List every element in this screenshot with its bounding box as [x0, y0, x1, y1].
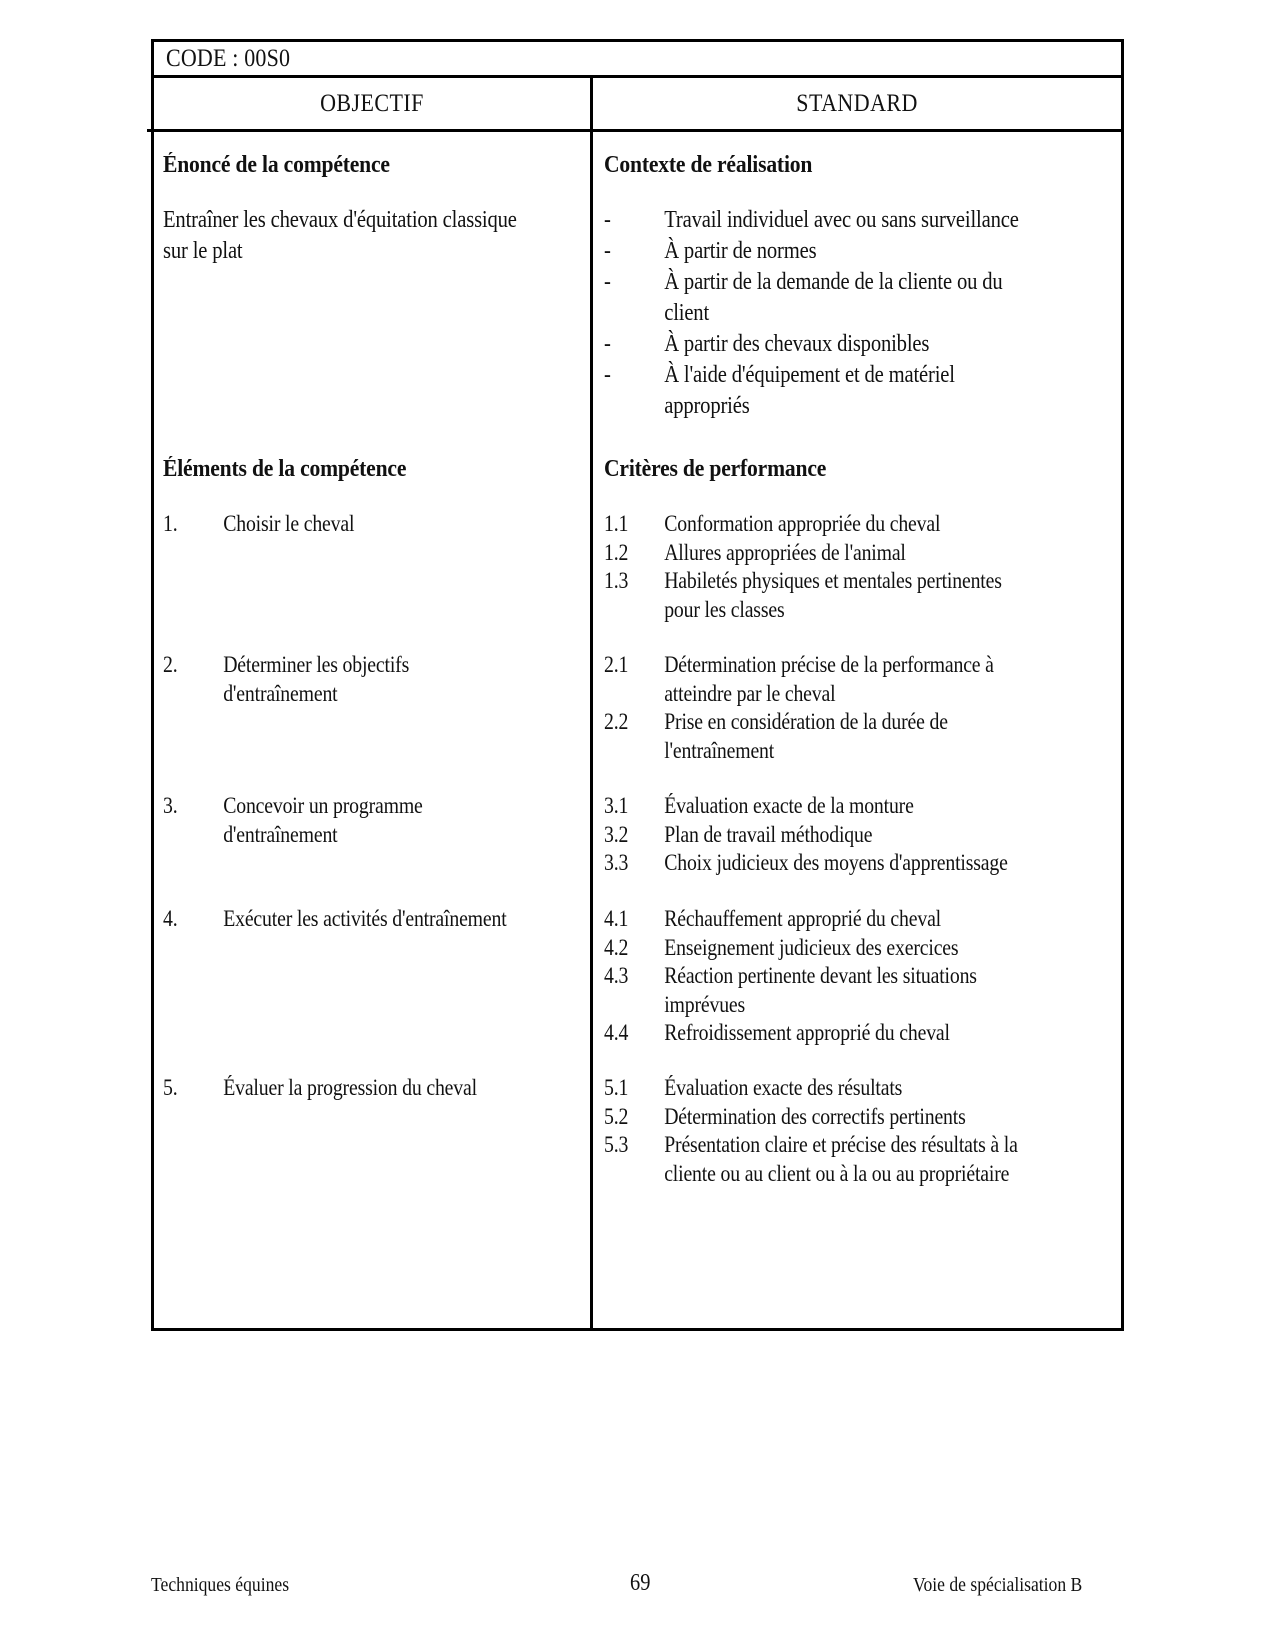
element-item [163, 510, 593, 540]
criterion-number: 4.2 [604, 934, 629, 960]
footer-page-number: 69 [630, 1570, 651, 1596]
criterion-text-continuation: atteindre par le cheval [664, 680, 836, 706]
criterion-text: Habiletés physiques et mentales pertinentes [664, 568, 1002, 593]
context-bullet: - [604, 238, 611, 264]
element-text: Exécuter les activités d'entraînement [223, 906, 507, 931]
element-item [163, 651, 593, 711]
criterion-number: 2.1 [604, 652, 629, 677]
element-number: 5. [163, 1075, 178, 1100]
context-item: À partir des chevaux disponibles [664, 331, 930, 357]
criterion-number: 3.3 [604, 850, 629, 875]
criterion-number: 4.1 [604, 906, 629, 931]
criterion-text: Refroidissement approprié du cheval [664, 1020, 950, 1045]
criterion-text: Prise en considération de la durée de [664, 709, 948, 734]
criterion-text: Évaluation exacte des résultats [664, 1075, 903, 1100]
context-item-continuation: client [664, 300, 710, 326]
element-number: 4. [163, 906, 178, 931]
elements-heading: Éléments de la compétence [163, 456, 407, 482]
column-header-standard-label: STANDARD [796, 89, 918, 117]
context-bullet: - [604, 362, 611, 388]
code-label: CODE : 00S0 [166, 45, 291, 72]
criteria-group [604, 1074, 1086, 1194]
code-row [154, 42, 1121, 78]
criterion-text-continuation: l'entraînement [664, 737, 775, 763]
element-text: d'entraînement [223, 821, 338, 847]
criteria-group [604, 792, 1086, 882]
criterion-text: Évaluation exacte de la monture [664, 793, 914, 818]
statement-line: Entraîner les chevaux d'équitation classique [163, 207, 517, 233]
footer-program-title: Techniques équines [151, 1574, 290, 1596]
criterion-number: 1.2 [604, 539, 629, 565]
statement-text [163, 205, 517, 267]
element-text: d'entraînement [223, 680, 338, 706]
criterion-number: 3.2 [604, 821, 629, 847]
criterion-number: 5.3 [604, 1132, 629, 1157]
element-item [163, 905, 593, 935]
element-item [163, 1074, 593, 1104]
criterion-number: 1.3 [604, 568, 629, 593]
criterion-text: Enseignement judicieux des exercices [664, 934, 959, 960]
criteria-group [604, 651, 1086, 771]
criterion-number: 5.1 [604, 1075, 629, 1100]
criterion-number: 5.2 [604, 1103, 629, 1129]
criterion-number: 3.1 [604, 793, 629, 818]
column-header-standard [593, 78, 1121, 129]
element-text: Déterminer les objectifs [223, 652, 410, 677]
competency-table [151, 39, 1124, 1331]
criterion-text: Détermination des correctifs pertinents [664, 1103, 966, 1129]
criterion-text: Choix judicieux des moyens d'apprentissage [664, 850, 1008, 875]
context-item: À partir de normes [664, 238, 817, 264]
criterion-text: Présentation claire et précise des résultats à la [664, 1132, 1018, 1157]
criterion-text: Conformation appropriée du cheval [664, 511, 941, 536]
statement-heading: Énoncé de la compétence [163, 152, 390, 178]
column-header-row [154, 78, 1121, 132]
criterion-text: Réaction pertinente devant les situations [664, 963, 977, 988]
element-text: Concevoir un programme [223, 793, 423, 818]
context-item: Travail individuel avec ou sans surveillance [664, 207, 1019, 233]
column-header-objectif [154, 78, 590, 129]
statement-line: sur le plat [163, 238, 243, 264]
criterion-text: Plan de travail méthodique [664, 821, 873, 847]
element-text: Choisir le cheval [223, 511, 355, 536]
criterion-text-continuation: cliente ou au client ou à la ou au propriétaire [664, 1160, 1010, 1186]
criterion-number: 4.3 [604, 963, 629, 988]
criterion-text: Allures appropriées de l'animal [664, 539, 906, 565]
context-bullet: - [604, 269, 611, 295]
element-text: Évaluer la progression du cheval [223, 1075, 477, 1100]
standard-column [593, 132, 1121, 1328]
context-bullet: - [604, 331, 611, 357]
footer-specialization: Voie de spécialisation B [913, 1574, 1083, 1596]
criteria-heading: Critères de performance [604, 456, 827, 482]
context-item-continuation: appropriés [664, 393, 750, 419]
criterion-text-continuation: imprévues [664, 991, 746, 1017]
element-number: 1. [163, 511, 178, 536]
column-header-objectif-label: OBJECTIF [320, 89, 424, 117]
criterion-number: 4.4 [604, 1020, 629, 1045]
criteria-group [604, 510, 1086, 630]
objectif-column [154, 132, 590, 1328]
criteria-group [604, 905, 1086, 1055]
context-item: À l'aide d'équipement et de matériel [664, 362, 955, 388]
criterion-text: Réchauffement approprié du cheval [664, 906, 941, 931]
criterion-number: 2.2 [604, 709, 629, 734]
context-item: À partir de la demande de la cliente ou du [664, 269, 1003, 295]
context-heading: Contexte de réalisation [604, 152, 813, 178]
criterion-text: Détermination précise de la performance à [664, 652, 994, 677]
element-number: 3. [163, 793, 178, 818]
context-list [604, 205, 1086, 435]
element-item [163, 792, 593, 852]
criterion-number: 1.1 [604, 511, 629, 536]
element-number: 2. [163, 652, 178, 677]
criterion-text-continuation: pour les classes [664, 596, 785, 622]
context-bullet: - [604, 207, 611, 233]
